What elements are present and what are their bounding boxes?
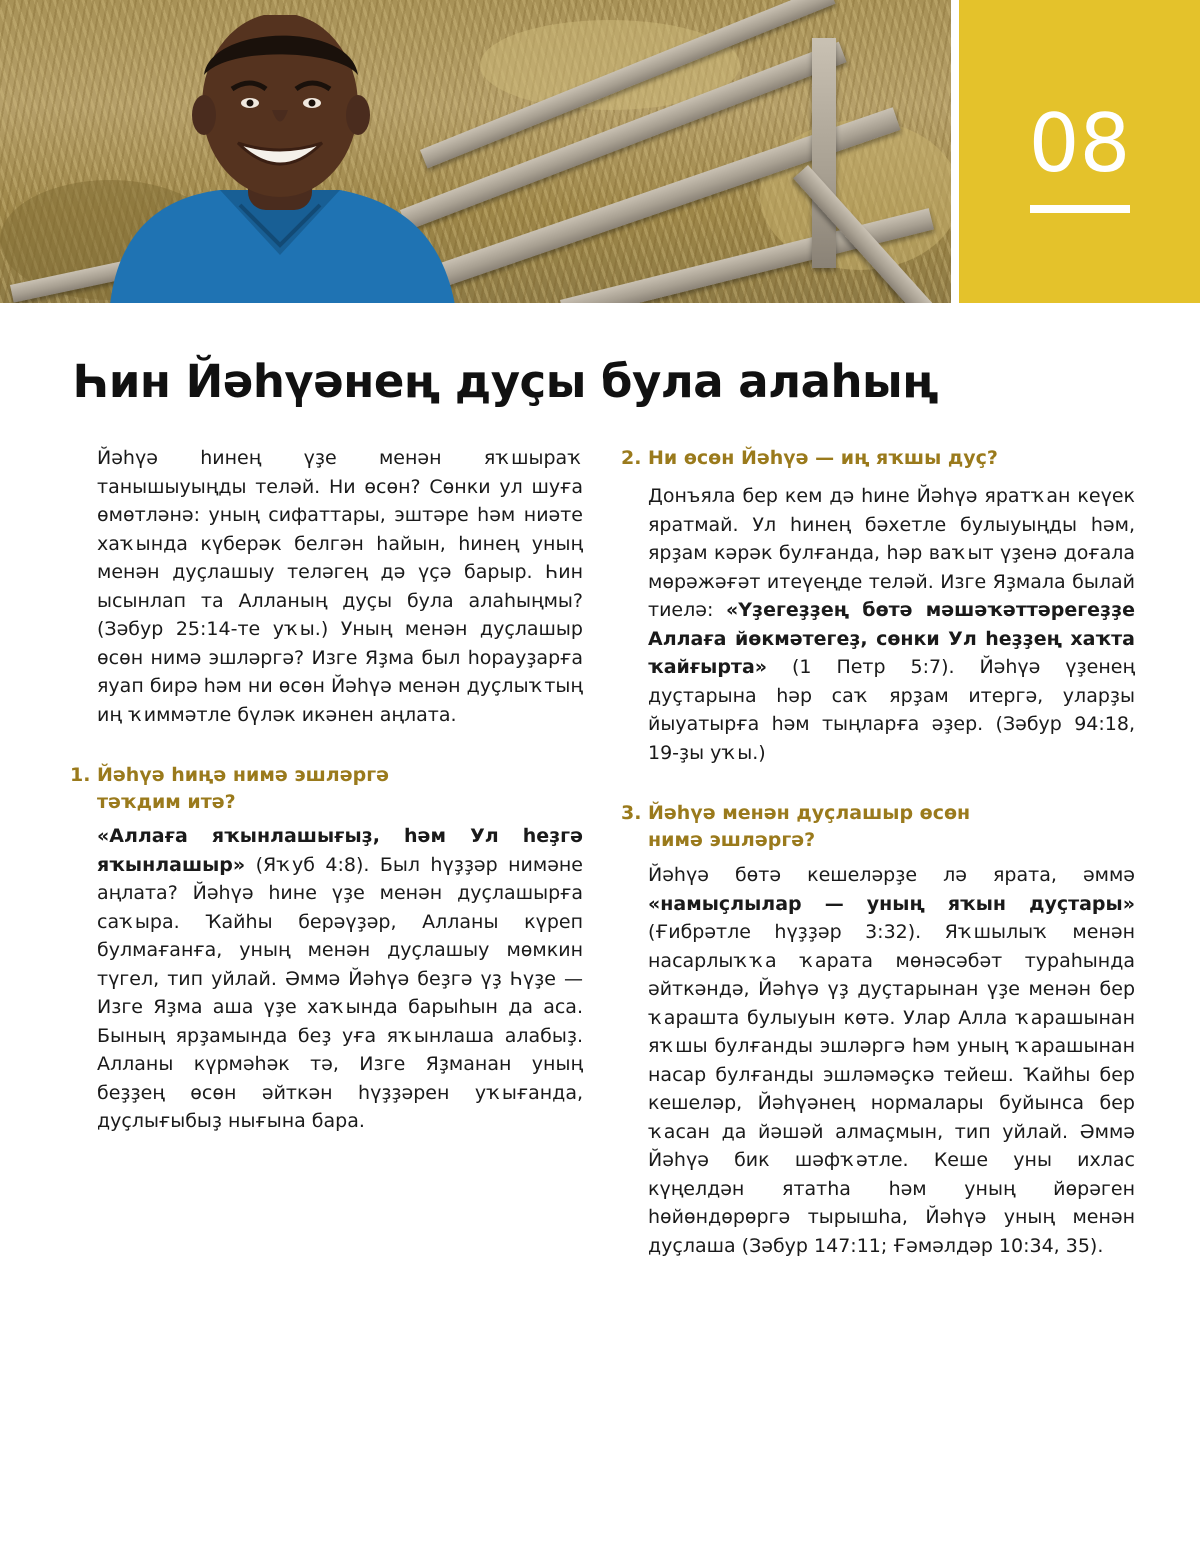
question-2-heading xyxy=(621,445,1128,472)
question-heading-line: Йәһүә һиңә нимә эшләргә xyxy=(97,764,390,786)
answer-text: Донъяла бер кем дә һине Йәһүә яратҡан кеүек яратмай. Ул һинең бәхетле булыуыңды һәм, ярҙам кәрәк булғанда, һәр ваҡыт үҙенә доғала мөрәжәғәт итеүеңде теләй. Изге Яҙмала былай тиелә: xyxy=(648,485,1135,621)
header-photo xyxy=(0,0,951,303)
question-heading-line: Ни өсөн Йәһүә — иң яҡшы дуҫ? xyxy=(648,447,998,469)
scripture-quote: «Аллаға яҡынлашығыҙ, һәм Ул һеҙгә яҡынлашыр» xyxy=(97,825,583,876)
question-heading-line: тәҡдим итә? xyxy=(97,791,236,813)
intro-paragraph xyxy=(97,444,583,729)
lesson-number-underline xyxy=(1030,205,1130,213)
question-3-heading xyxy=(621,800,1128,854)
lesson-number: 08 xyxy=(1028,97,1131,190)
answer-text: (Яҡуб 4:8). Был һүҙҙәр нимәне аңлата? Йәһүә һине үҙе менән дуҫлашырға саҡыра. Ҡайһы берәүҙәр, Алланы күреп булмағанға, уның менән дуҫлашыу мөмкин түгел, тип уйлай. Әммә Йәһүә беҙгә үҙ Һүҙе — Изге Яҙма аша үҙе хаҡында барыһын да аса. Бының ярҙамында беҙ уға яҡынлаша алабыҙ. Алланы күрмәһәк тә, Изге Яҙманан уның беҙҙең өсөн әйткән һүҙҙәрен уҡығанда, дуҫлығыбыҙ нығына бара. xyxy=(97,853,583,1132)
question-number: 2. xyxy=(621,447,642,469)
answer-text: (1 Петр 5:7). Йәһүә үҙенең дуҫтарына һәр саҡ ярҙам итергә, уларҙы йыуатырға һәм тыңларға әҙер. (Зәбур 94:18, 19-ҙы уҡы.) xyxy=(648,656,1135,764)
scripture-quote: «Үҙегеҙҙең бөтә мәшәҡәттәрегеҙҙе Аллаға йөкмәтегеҙ, сөнки Ул һеҙҙең хаҡта ҡайғырта» xyxy=(648,599,1135,678)
answer-text: Йәһүә бөтә кешеләрҙе лә ярата, әммә xyxy=(648,864,1135,886)
page-title: Һин Йәһүәнең дуҫы була алаһың xyxy=(73,355,939,408)
question-heading-line: Йәһүә менән дуҫлашыр өсөн xyxy=(648,802,971,824)
answer-3 xyxy=(648,861,1135,1260)
answer-text: (Ғибрәтле һүҙҙәр 3:32). Яҡшылыҡ менән насарлыҡҡа ҡарата мөнәсәбәт тураһында әйткәндә, Йәһүә үҙ дуҫтарынан үҙе менән бер ҡараштa булыуын көтә. Улар Алла ҡарашынан яҡшы булғанды эшләргә һәм уның ҡарашынан насар булғанды эшләмәҫкә тейеш. Ҡайһы бер кешеләр, Йәһүәнең нормалары буйынса бер ҡасан да йәшәй алмаҫмын, тип уйлай. Әммә Йәһүә бик шәфҡәтле. Кеше уны ихлас күңелдән ятатһа һәм уның йөрәген һөйөндөрөргә тырышһа, Йәһүә уның менән дуҫлаша (Зәбур 147:11; Ғәмәлдәр 10:34, 35). xyxy=(648,921,1135,1257)
answer-2 xyxy=(648,482,1135,767)
man-portrait xyxy=(100,15,460,303)
question-number: 1. xyxy=(70,764,91,786)
question-heading-line: нимә эшләргә? xyxy=(648,829,816,851)
answer-1 xyxy=(97,822,583,1136)
intro-text: Йәһүә һинең үҙе менән яҡшыраҡ танышыуыңды теләй. Ни өсөн? Сөнки ул шуға өмөтләнә: уның сифаттары, эштәре һәм ниәте хаҡында күберәк белгән һайын, һинең уның менән дуҫлашыу теләгең дә үҫә барыр. Һин ысынлап та Алланың дуҫы була алаһыңмы? (Зәбур 25:14-те уҡы.) Уның менән дуҫлашыр өсөн нимә эшләргә? Изге Яҙма был һорауҙарға яуап бирә һәм ни өсөн Йәһүә менән дуҫлыҡтың иң ҡиммәтле бүләк икәнен аңлата. xyxy=(97,447,583,726)
lesson-number-box xyxy=(959,0,1200,303)
question-1-heading xyxy=(70,762,477,816)
question-number: 3. xyxy=(621,802,642,824)
scripture-quote: «намыҫлылар — уның яҡын дуҫтары» xyxy=(648,892,1135,915)
bench-post xyxy=(812,38,836,268)
